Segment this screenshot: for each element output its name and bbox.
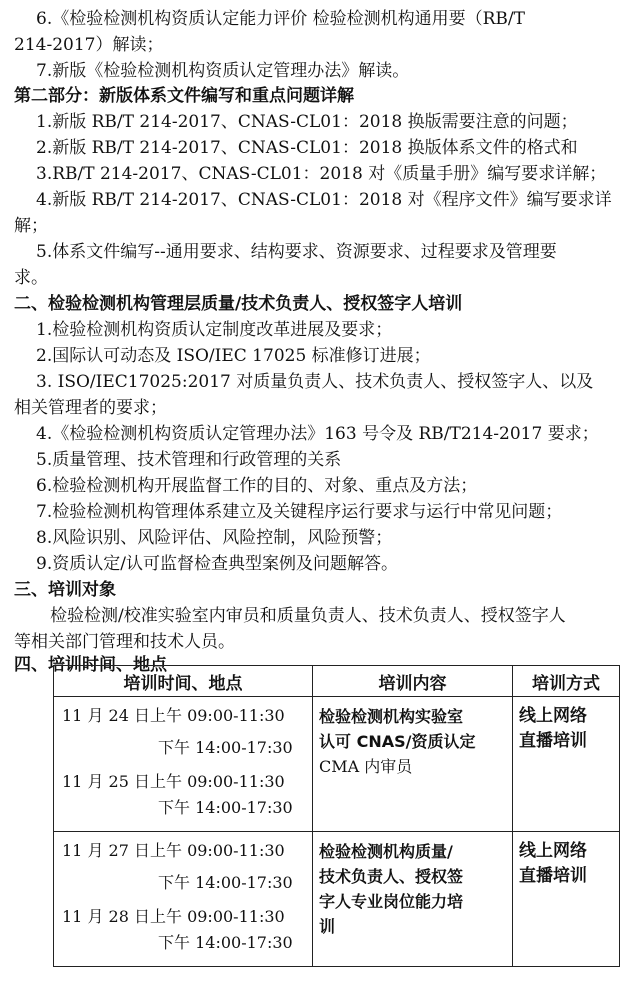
time-line: 下午 14:00-17:30 bbox=[158, 738, 293, 757]
header-method: 培训方式 bbox=[513, 666, 620, 697]
list-item: 6.检验检测机构开展监督工作的目的、对象、重点及方法； bbox=[36, 476, 478, 496]
content-line: 字人专业岗位能力培 bbox=[319, 892, 464, 911]
schedule-table bbox=[53, 665, 620, 967]
list-item: 4.《检验检测机构资质认定管理办法》163 号令及 RB/T214-2017 要求； bbox=[36, 424, 599, 444]
method-line: 直播培训 bbox=[519, 731, 587, 751]
paragraph-line: 等相关部门管理和技术人员。 bbox=[14, 632, 235, 652]
list-item: 2.国际认可动态及 ISO/IEC 17025 标准修订进展； bbox=[36, 346, 431, 366]
time-line: 11 月 27 日上午 09:00-11:30 bbox=[62, 841, 285, 860]
list-item: 6.《检验检测机构资质认定能力评价 检验检测机构通用要（RB/T bbox=[36, 9, 525, 29]
list-item: 5.质量管理、技术管理和行政管理的关系 bbox=[36, 450, 342, 470]
time-line: 下午 14:00-17:30 bbox=[158, 798, 293, 817]
list-item: 8.风险识别、风险评估、风险控制，风险预警； bbox=[36, 528, 393, 548]
content-line: 技术负责人、授权签 bbox=[319, 867, 464, 886]
list-item-continuation: 求。 bbox=[14, 268, 48, 288]
list-item: 9.资质认定/认可监督检查典型案例及问题解答。 bbox=[36, 554, 398, 574]
method-line: 线上网络 bbox=[519, 841, 587, 861]
list-item: 1.新版 RB/T 214-2017、CNAS-CL01：2018 换版需要注意的问题； bbox=[36, 112, 578, 132]
content-line: 检验检测机构实验室 bbox=[319, 707, 464, 726]
method-cell bbox=[513, 832, 620, 967]
content-line: CMA 内审员 bbox=[319, 757, 413, 776]
method-line: 直播培训 bbox=[519, 866, 587, 886]
list-item: 4.新版 RB/T 214-2017、CNAS-CL01：2018 对《程序文件》编写要求详 bbox=[36, 190, 612, 210]
list-item: 1.检验检测机构资质认定制度改革进展及要求； bbox=[36, 320, 393, 340]
section-heading: 三、培训对象 bbox=[14, 580, 116, 600]
section-heading: 第二部分：新版体系文件编写和重点问题详解 bbox=[14, 86, 354, 106]
method-cell bbox=[513, 697, 620, 832]
list-item: 5.体系文件编写--通用要求、结构要求、资源要求、过程要求及管理要 bbox=[36, 242, 557, 262]
list-item-continuation: 214-2017）解读； bbox=[14, 35, 164, 55]
section-heading: 二、检验检测机构管理层质量/技术负责人、授权签字人培训 bbox=[14, 294, 463, 314]
content-line: 认可 CNAS/资质认定 bbox=[319, 732, 476, 751]
content-cell bbox=[313, 832, 513, 967]
list-item: 2.新版 RB/T 214-2017、CNAS-CL01：2018 换版体系文件的格式和 bbox=[36, 138, 578, 158]
content-cell bbox=[313, 697, 513, 832]
method-line: 线上网络 bbox=[519, 706, 587, 726]
table-header-row bbox=[54, 666, 620, 697]
list-item-continuation: 解； bbox=[14, 216, 48, 236]
content-line: 训 bbox=[319, 917, 336, 936]
table-row bbox=[54, 832, 620, 967]
time-line: 11 月 28 日上午 09:00-11:30 bbox=[62, 907, 285, 926]
content-line: 检验检测机构质量/ bbox=[319, 842, 453, 861]
time-line: 下午 14:00-17:30 bbox=[158, 933, 293, 952]
list-item: 3. ISO/IEC17025:2017 对质量负责人、技术负责人、授权签字人、以及 bbox=[36, 372, 594, 392]
time-line: 下午 14:00-17:30 bbox=[158, 873, 293, 892]
section-heading: 四、培训时间、地点 bbox=[14, 655, 167, 675]
time-cell bbox=[54, 832, 313, 967]
paragraph-line: 检验检测/校准实验室内审员和质量负责人、技术负责人、授权签字人 bbox=[50, 606, 566, 626]
list-item: 3.RB/T 214-2017、CNAS-CL01：2018 对《质量手册》编写要求详解； bbox=[36, 164, 607, 184]
header-content: 培训内容 bbox=[313, 666, 513, 697]
table-row bbox=[54, 697, 620, 832]
time-cell bbox=[54, 697, 313, 832]
header-time-place: 培训时间、地点 bbox=[54, 666, 313, 697]
time-line: 11 月 25 日上午 09:00-11:30 bbox=[62, 772, 285, 791]
list-item-continuation: 相关管理者的要求； bbox=[14, 398, 167, 418]
list-item: 7.新版《检验检测机构资质认定管理办法》解读。 bbox=[36, 61, 410, 81]
list-item: 7.检验检测机构管理体系建立及关键程序运行要求与运行中常见问题； bbox=[36, 502, 563, 522]
time-line: 11 月 24 日上午 09:00-11:30 bbox=[62, 706, 285, 725]
